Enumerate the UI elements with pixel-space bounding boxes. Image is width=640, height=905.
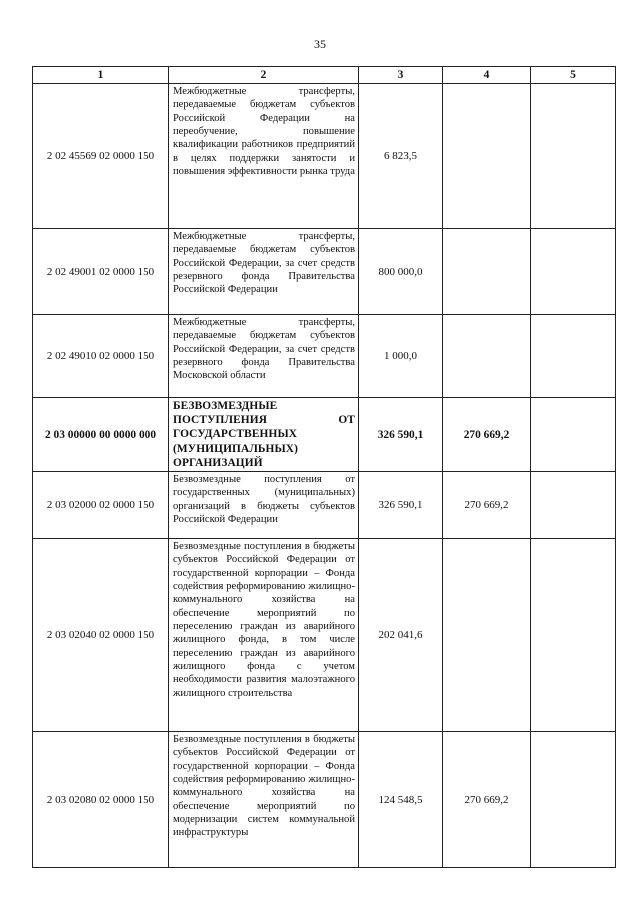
row-description: Межбюджетные трансферты, передаваемые бюджетам субъектов Российской Федерации, за счет средств резервного фонда Правительства Московской области xyxy=(169,315,359,398)
row-value-col4: 270 669,2 xyxy=(443,472,531,539)
row-description: Межбюджетные трансферты, передаваемые бюджетам субъектов Российской Федерации, за счет средств резервного фонда Правительства Российской Федерации xyxy=(169,229,359,315)
row-value-col4: 270 669,2 xyxy=(443,732,531,868)
header-col-1: 1 xyxy=(33,67,169,84)
row-description: Безвозмездные поступления в бюджеты субъектов Российской Федерации от государственной корпорации – Фонда содействия реформированию жилищно-коммунального хозяйства на обеспечение мероприятий по переселению граждан из аварийного жилищного фонда, в том числе переселению граждан из аварийного жилищного фонда с учетом необходимости развития малоэтажного жилищного строительства xyxy=(169,539,359,732)
row-code: 2 03 02000 02 0000 150 xyxy=(33,472,169,539)
page-number: 35 xyxy=(314,37,326,51)
header-col-4: 4 xyxy=(443,67,531,84)
header-col-3: 3 xyxy=(359,67,443,84)
row-value-col4 xyxy=(443,229,531,315)
row-value-col3: 6 823,5 xyxy=(359,84,443,229)
row-value-col5 xyxy=(531,732,616,868)
row-value-col3: 326 590,1 xyxy=(359,472,443,539)
header-col-2: 2 xyxy=(169,67,359,84)
row-value-col5 xyxy=(531,398,616,472)
row-value-col3: 326 590,1 xyxy=(359,398,443,472)
row-value-col3: 202 041,6 xyxy=(359,539,443,732)
row-value-col5 xyxy=(531,472,616,539)
row-value-col3: 800 000,0 xyxy=(359,229,443,315)
row-code: 2 03 02080 02 0000 150 xyxy=(33,732,169,868)
table-row xyxy=(33,539,616,732)
row-value-col5 xyxy=(531,229,616,315)
row-value-col4 xyxy=(443,84,531,229)
row-description: Безвозмездные поступления в бюджеты субъектов Российской Федерации от государственной корпорации – Фонда содействия реформированию жилищно-коммунального хозяйства на обеспечение мероприятий по модернизации систем коммунальной инфраструктуры xyxy=(169,732,359,868)
row-value-col4: 270 669,2 xyxy=(443,398,531,472)
header-col-5: 5 xyxy=(531,67,616,84)
row-value-col3: 1 000,0 xyxy=(359,315,443,398)
row-description: Межбюджетные трансферты, передаваемые бюджетам субъектов Российской Федерации на переобучение, повышение квалификации работников предприятий в целях поддержки занятости и повышения эффективности рынка труда xyxy=(169,84,359,229)
row-description: БЕЗВОЗМЕЗДНЫЕ ПОСТУПЛЕНИЯ ОТ ГОСУДАРСТВЕННЫХ (МУНИЦИПАЛЬНЫХ) ОРГАНИЗАЦИЙ xyxy=(169,398,359,472)
row-value-col5 xyxy=(531,539,616,732)
row-value-col4 xyxy=(443,315,531,398)
row-value-col4 xyxy=(443,539,531,732)
table-row xyxy=(33,315,616,398)
table-row xyxy=(33,84,616,229)
row-code: 2 03 00000 00 0000 000 xyxy=(33,398,169,472)
table-row xyxy=(33,229,616,315)
row-value-col3: 124 548,5 xyxy=(359,732,443,868)
table-row xyxy=(33,472,616,539)
row-description: Безвозмездные поступления от государственных (муниципальных) организаций в бюджеты субъектов Российской Федерации xyxy=(169,472,359,539)
row-code: 2 02 45569 02 0000 150 xyxy=(33,84,169,229)
row-code: 2 03 02040 02 0000 150 xyxy=(33,539,169,732)
table-row xyxy=(33,732,616,868)
row-value-col5 xyxy=(531,315,616,398)
table-row xyxy=(33,398,616,472)
row-code: 2 02 49010 02 0000 150 xyxy=(33,315,169,398)
row-code: 2 02 49001 02 0000 150 xyxy=(33,229,169,315)
header-row xyxy=(33,67,616,84)
row-value-col5 xyxy=(531,84,616,229)
budget-table xyxy=(32,66,616,868)
